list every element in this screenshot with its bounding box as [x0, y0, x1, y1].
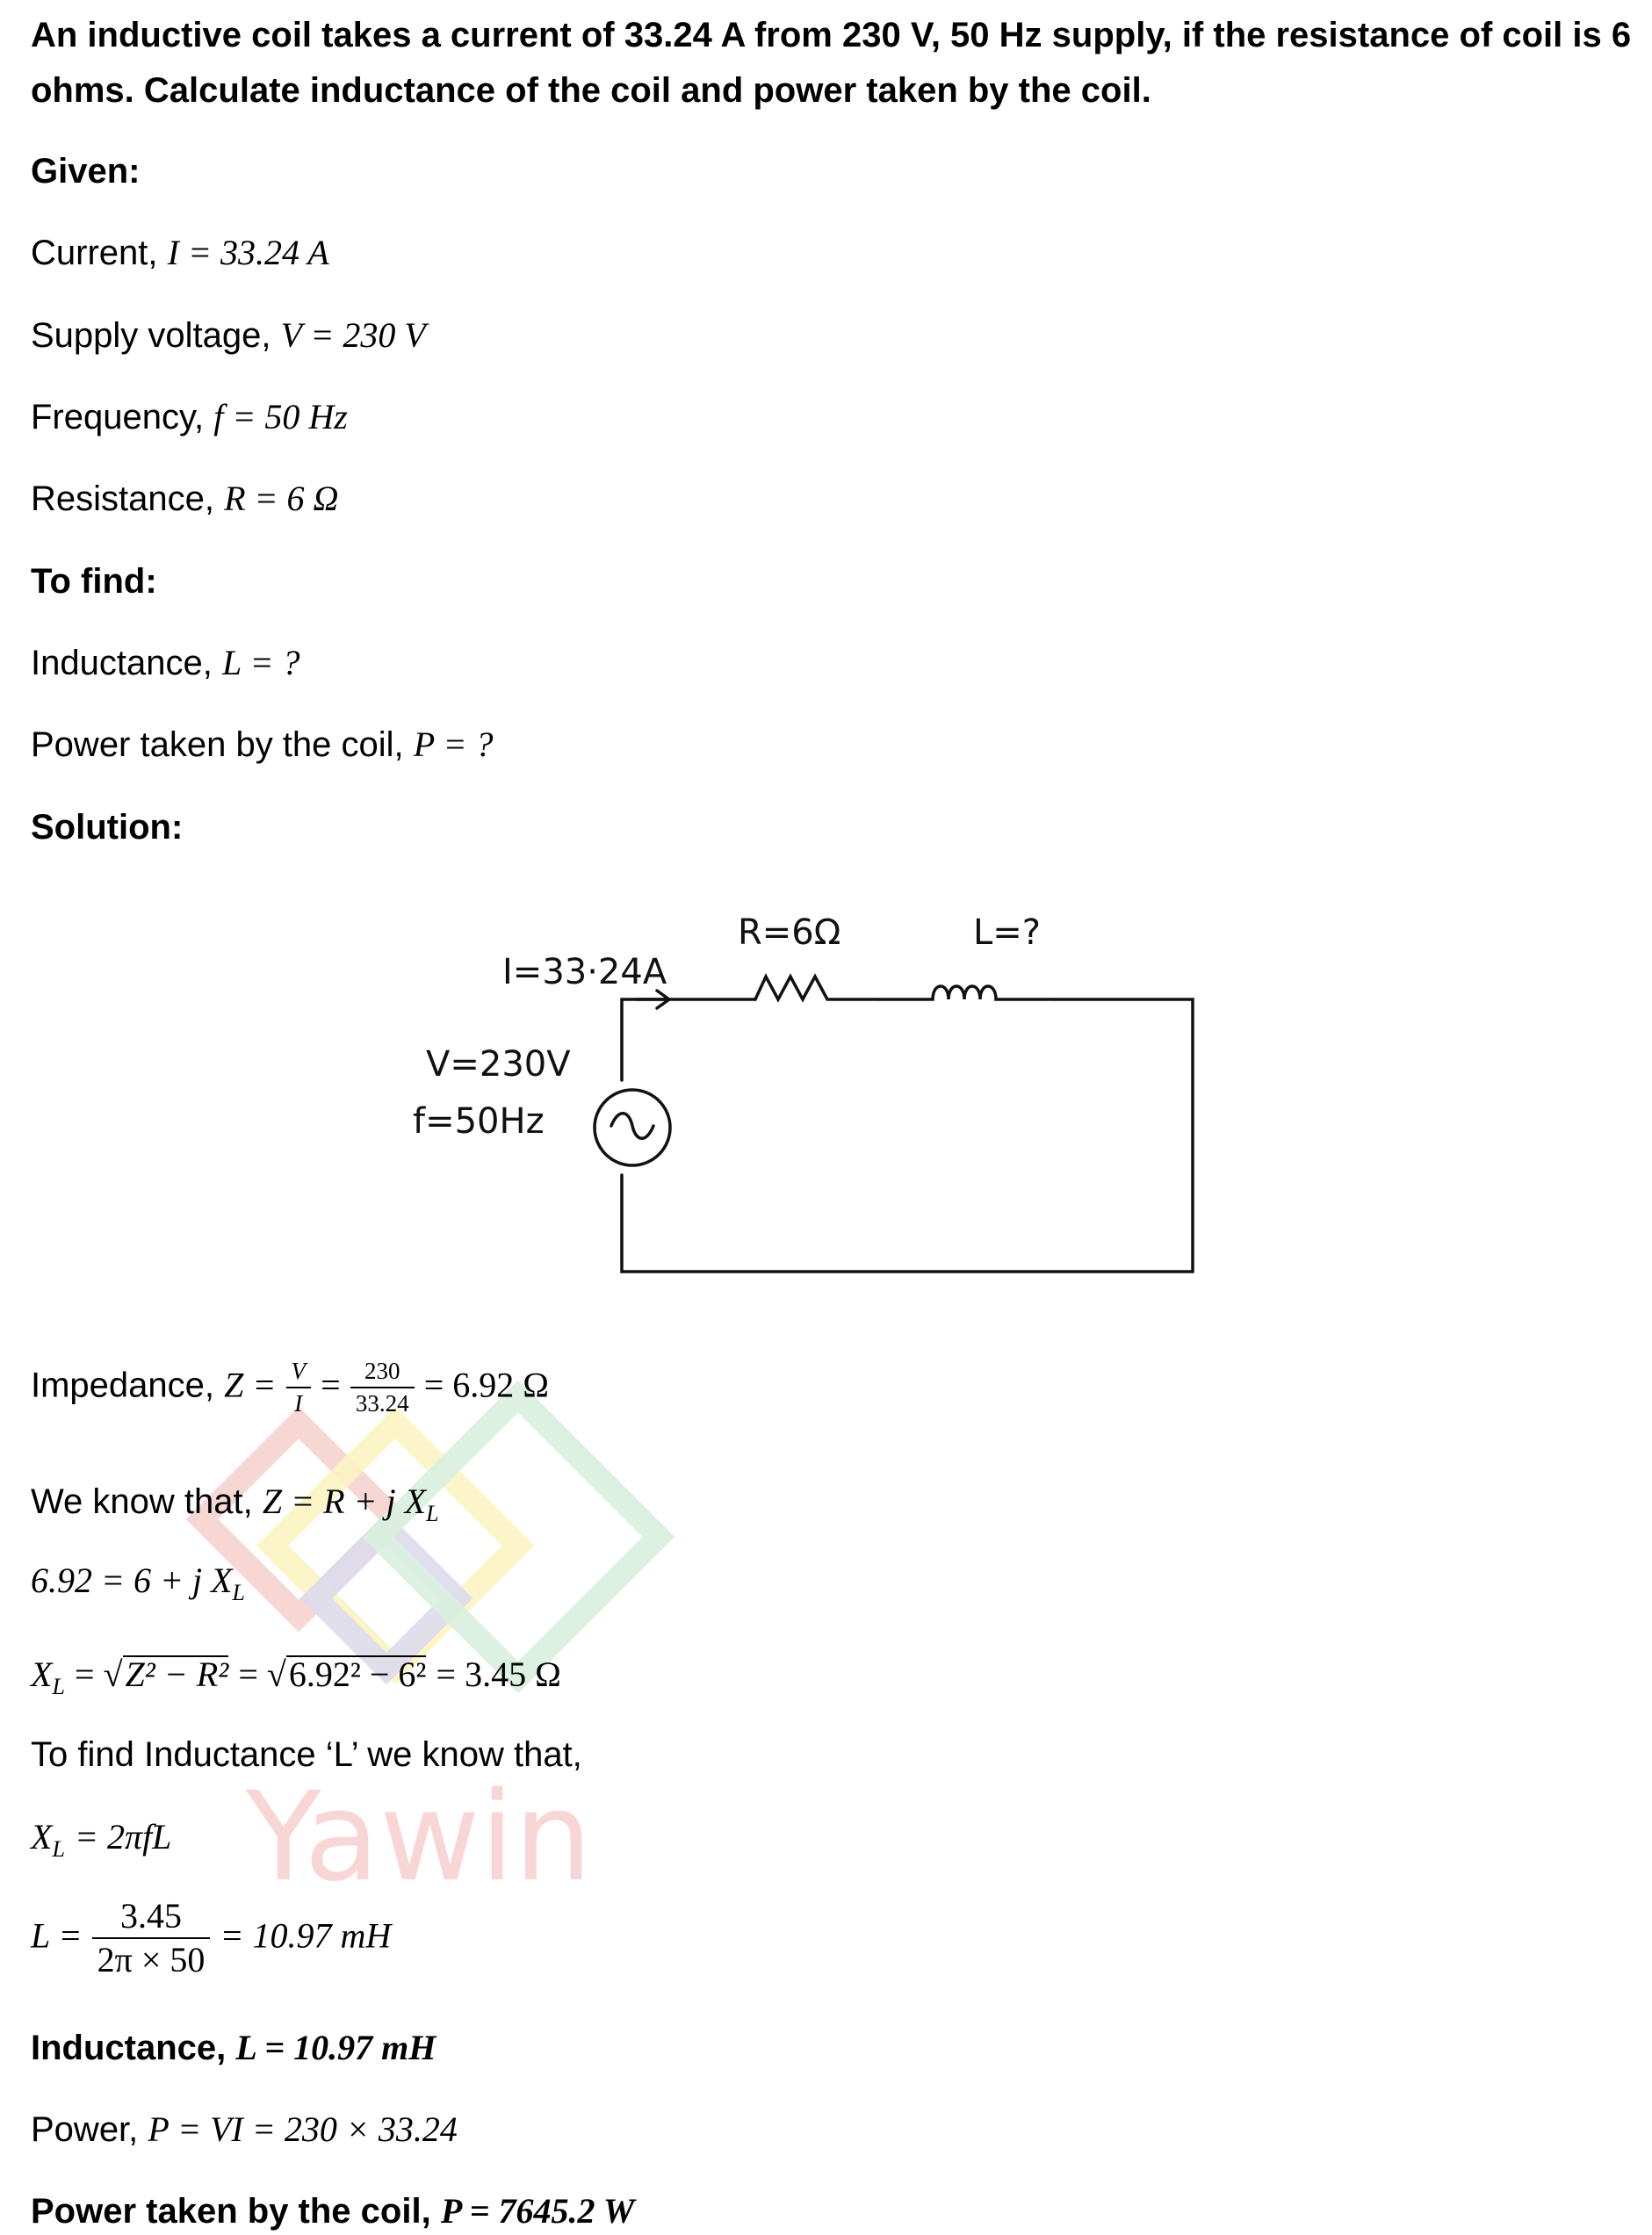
- given-voltage-label: Supply voltage,: [31, 316, 271, 355]
- watermark-yellow-diamond: [272, 1423, 518, 1669]
- to-find-heading: To find:: [31, 562, 157, 601]
- l-result: = 10.97 mH: [220, 1915, 392, 1956]
- diagram-resistor-label: R=6Ω: [738, 912, 841, 953]
- diagram-frequency-label: f=50Hz: [413, 1101, 545, 1142]
- inductance-final-expr: L = 10.97 mH: [235, 2028, 436, 2067]
- power-final-expr: P = 7645.2 W: [440, 2191, 635, 2231]
- xl-result: = 3.45 Ω: [436, 1655, 561, 1694]
- l-frac-den: 2π × 50: [97, 1940, 206, 1979]
- inductance-final-label: Inductance,: [31, 2029, 227, 2067]
- question-line-2: ohms. Calculate inductance of the coil and power taken by the coil.: [31, 71, 1151, 110]
- to-find-inductance-label: Inductance,: [31, 644, 213, 682]
- power-label: Power,: [31, 2110, 139, 2149]
- l-calc-line: L = $\frac{3.45}{2\pi \times 50}$ = 10.97 mH: [31, 1896, 392, 1979]
- diagram-inductor-label: L=?: [973, 912, 1042, 953]
- power-line: [31, 2109, 458, 2149]
- power-final-line: [31, 2191, 635, 2231]
- wire-top-left: [622, 999, 755, 1080]
- inductance-final-line: [31, 2030, 436, 2066]
- power-expr: P = VI = 230 × 33.24: [148, 2109, 458, 2149]
- impedance-frac-i: I: [294, 1390, 303, 1417]
- impedance-line: Impedance, Z = $\frac{V}{I}$ = $\frac{230}{33.24}$ = 6.92 Ω: [31, 1358, 550, 1417]
- l-fraction: [92, 1896, 211, 1979]
- given-frequency-label: Frequency,: [31, 398, 205, 436]
- resistor-symbol: [755, 977, 878, 999]
- power-final-label: Power taken by the coil,: [31, 2192, 431, 2231]
- given-current: [31, 235, 329, 270]
- impedance-numeric-frac: [350, 1359, 415, 1416]
- given-voltage: [31, 315, 426, 355]
- xl-formula-line: $X_L = 2\pi fL$: [31, 1817, 172, 1862]
- to-find-power-label: Power taken by the coil,: [31, 725, 404, 764]
- watermark-green-diamond: [378, 1396, 659, 1677]
- xl-formula: = 2πfL: [75, 1817, 172, 1856]
- inductor-symbol: [878, 986, 1054, 999]
- given-heading: Given:: [31, 152, 141, 191]
- to-find-inductance-expr: L = ?: [221, 643, 300, 682]
- impedance-v-over-i: [286, 1359, 312, 1416]
- circuit-diagram: [386, 896, 1230, 1300]
- impedance-result: = 6.92 Ω: [423, 1365, 550, 1405]
- solution-heading: Solution:: [31, 808, 184, 847]
- know-that-label: We know that,: [31, 1482, 253, 1521]
- know-that-expr: Z = R + j X: [262, 1482, 427, 1521]
- impedance-label: Impedance,: [31, 1366, 215, 1405]
- ac-source-wave: [611, 1114, 653, 1139]
- impedance-frac-v: V: [286, 1359, 312, 1388]
- question-line-1: An inductive coil takes a current of 33.24 A from 230 V, 50 Hz supply, if the resistance of coil is 6: [31, 16, 1632, 54]
- l-frac-num: 3.45: [92, 1899, 211, 1939]
- wire-bottom: [622, 1175, 1193, 1272]
- to-find-power-expr: P = ?: [413, 725, 494, 764]
- xl-line: $X_L = √Z^2 - R^2 = √6.92^2 - 6^2 = 3.45$ Ω: [31, 1655, 561, 1699]
- xl-sqrt-a: Z² − R²: [123, 1655, 229, 1692]
- given-current-expr: I = 33.24 A: [167, 233, 329, 272]
- impedance-frac-3324: 33.24: [355, 1390, 409, 1417]
- current-arrow: [637, 991, 669, 1008]
- given-resistance-label: Resistance,: [31, 479, 214, 518]
- wire-right: [1054, 999, 1193, 1272]
- given-resistance: [31, 481, 338, 516]
- know-that-line: We know that, Z = R + j $X_L$: [31, 1482, 439, 1526]
- given-frequency: [31, 397, 348, 436]
- watermark-purple-diamond: [316, 1528, 457, 1669]
- step-line: 6.92 = 6 + j $X_L$: [31, 1561, 245, 1605]
- given-voltage-expr: V = 230 V: [280, 315, 426, 355]
- diagram-voltage-label: V=230V: [426, 1044, 571, 1085]
- find-l-text: To find Inductance ‘L’ we know that,: [31, 1735, 582, 1774]
- given-frequency-expr: f = 50 Hz: [213, 397, 348, 436]
- yawin-watermark-logo: [132, 1344, 764, 1923]
- given-current-label: Current,: [31, 234, 158, 272]
- impedance-frac-230: 230: [350, 1359, 415, 1388]
- diagram-current-label: I=33·24A: [502, 952, 667, 992]
- impedance-lhs: Z =: [224, 1365, 277, 1405]
- given-resistance-expr: R = 6 Ω: [224, 479, 339, 518]
- to-find-inductance: [31, 645, 299, 681]
- xl-sqrt-b: 6.92² − 6²: [286, 1655, 427, 1692]
- step-expr: 6.92 = 6 + j X: [31, 1561, 233, 1600]
- watermark-text: Yawin: [246, 1766, 593, 1909]
- to-find-power: [31, 727, 494, 762]
